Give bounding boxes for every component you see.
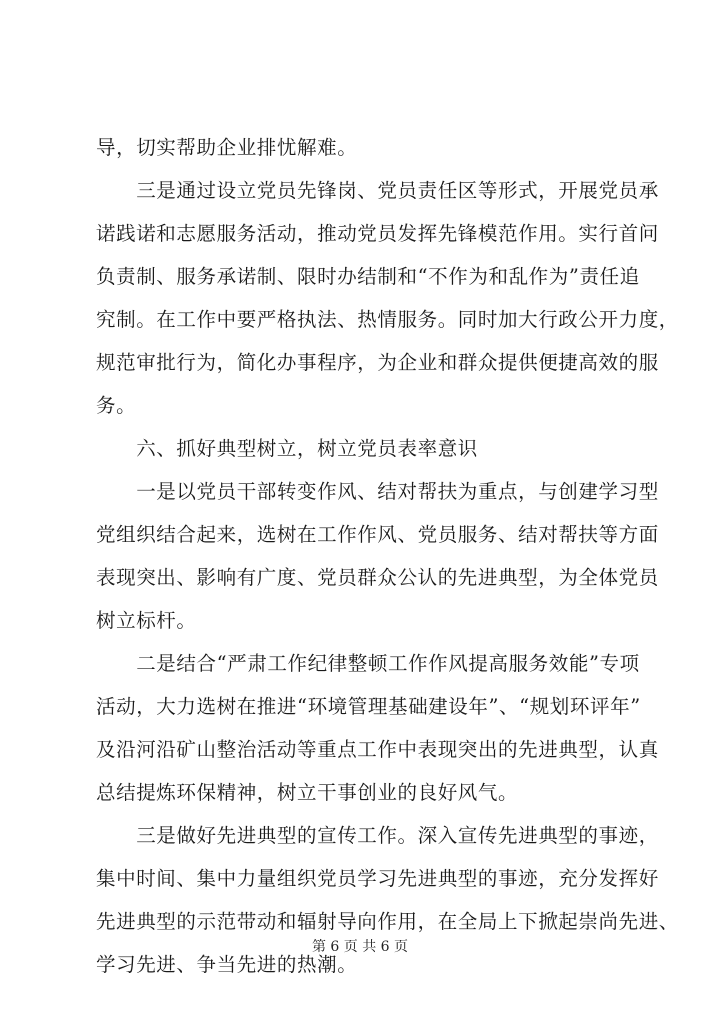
text-line: 规范审批行为，简化办事程序，为企业和群众提供便捷高效的服 <box>96 351 659 374</box>
text-line: 总结提炼环保精神，树立干事创业的良好风气。 <box>96 781 519 804</box>
text-line: 三是做好先进典型的宣传工作。深入宣传先进典型的事迹， <box>96 824 659 847</box>
text-line: 二是结合“严肃工作纪律整顿工作作风提高服务效能”专项 <box>96 652 640 675</box>
text-line: 及沿河沿矿山整治活动等重点工作中表现突出的先进典型，认真 <box>96 738 659 761</box>
page-number: 第 6 页 共 6 页 <box>311 939 409 955</box>
text-line: 党组织结合起来，选树在工作作风、党员服务、结对帮扶等方面 <box>96 523 659 546</box>
text-line: 集中时间、集中力量组织党员学习先进典型的事迹，充分发挥好 <box>96 867 659 890</box>
text-line: 表现突出、影响有广度、党员群众公认的先进典型，为全体党员 <box>96 566 659 589</box>
text-line: 活动，大力选树在推进“环境管理基础建设年”、“规划环评年” <box>96 695 641 718</box>
text-line: 导，切实帮助企业排忧解难。 <box>96 136 358 159</box>
text-line: 一是以党员干部转变作风、结对帮扶为重点，与创建学习型 <box>96 480 659 503</box>
text-line: 诺践诺和志愿服务活动，推动党员发挥先锋模范作用。实行首问 <box>96 222 659 245</box>
section-heading: 六、抓好典型树立，树立党员表率意识 <box>96 437 478 460</box>
text-line: 先进典型的示范带动和辐射导向作用，在全局上下掀起崇尚先进、 <box>96 910 679 933</box>
text-line: 务。 <box>96 394 137 417</box>
text-line: 学习先进、争当先进的热潮。 <box>96 953 358 976</box>
text-line: 三是通过设立党员先锋岗、党员责任区等形式，开展党员承 <box>96 179 659 202</box>
text-line: 究制。在工作中要严格执法、热情服务。同时加大行政公开力度， <box>96 308 679 331</box>
text-line: 负责制、服务承诺制、限时办结制和“不作为和乱作为”责任追 <box>96 265 640 288</box>
text-line: 树立标杆。 <box>96 609 197 632</box>
